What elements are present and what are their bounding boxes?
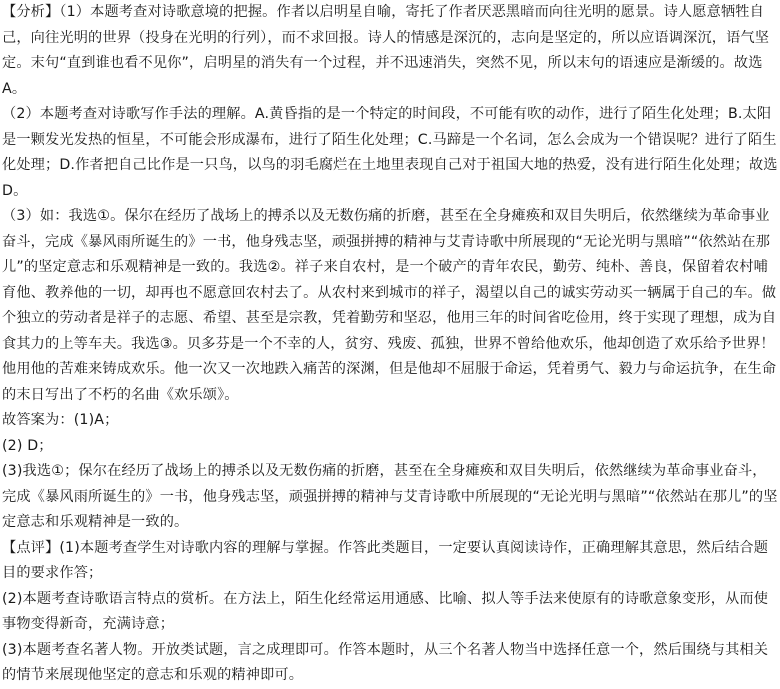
answer-line-1: [2, 408, 778, 434]
answer-1: (1)A；: [73, 412, 119, 428]
comment-part-2: (2)本题考查诗歌语言特点的赏析。在方法上，陌生化经常运用通感、比喻、拟人等手法来使原有的诗歌意象变形，从而使事物变得新奇，充满诗意；: [2, 590, 769, 632]
solution-document: [2, 0, 778, 689]
comment-text-1: (1)本题考查学生对诗歌内容的理解与掌握。作答此类题目，一定要认真阅读诗作，正确理解其意思，然后结合题目的要求作答；: [2, 539, 769, 581]
answer-2: (2) D；: [2, 437, 53, 454]
comment-part-3: (3)本题考查名著人物。开放类试题，言之成理即可。作答本题时，从三个名著人物当中选择任意一个，然后围绕与其相关的情节来展现他坚定的意志和乐观的精神即可。: [2, 641, 769, 683]
answer-3: (3)我选①；保尔在经历了战场上的搏杀以及无数伤痛的折磨，甚至在全身瘫痪和双目失明后，依然继续为革命事业奋斗，完成《暴风雨所诞生的》一书，他身残志坚，顽强拼搏的精神与艾青诗歌中所展现的“无论光明与黑暗”“依然站在那儿”的坚定意志和乐观精神是一致的。: [2, 463, 778, 530]
comment-label: 【点评】: [2, 539, 60, 556]
analysis-part-1: [2, 0, 778, 102]
analysis-part-3: （3）如：我选①。保尔在经历了战场上的搏杀以及无数伤痛的折磨，甚至在全身瘫痪和双目失明后，依然继续为革命事业奋斗，完成《暴风雨所诞生的》一书，他身残志坚，顽强拼搏的精神与艾青诗歌中所展现的“无论光明与黑暗”“依然站在那儿”的坚定意志和乐观精神是一致的。我选②。祥子来自农村，是一个破产的青年农民，勤劳、纯朴、善良，保留着农村哺育他、教养他的一切，却再也不愿意回农村去了。从农村来到城市的祥子，渴望以自己的诚实劳动买一辆属于自己的车。做个独立的劳动者是祥子的志愿、希望、甚至是宗教，凭着勤劳和坚忍，他用三年的时间省吃俭用，终于实现了理想，成为自食其力的上等车夫。我选③。贝多芬是一个不幸的人，贫穷、残废、孤独，世界不曾给他欢乐，他却创造了欢乐给予世界！他用他的苦难来铸成欢乐。他一次又一次地跌入痛苦的深渊，但是他却不屈服于命运，凭着勇气、毅力与命运抗争，在生命的末日写出了不朽的名曲《欢乐颂》。: [2, 208, 777, 403]
analysis-text-1: （1）本题考查对诗歌意境的把握。作者以启明星自喻，寄托了作者厌恶黑暗而向往光明的愿景。诗人愿意牺牲自己，向往光明的世界（投身在光明的行列），而不求回报。诗人的情感是深沉的，志向是坚定的，所以应语调深沉，语气坚定。末句“直到谁也看不见你”，启明星的消失有一个过程，并不迅速消失，突然不见，所以末句的语速应是渐缓的。故选A。: [2, 4, 770, 97]
answer-label: 故答案为：: [2, 412, 74, 428]
comment-part-1: [2, 536, 778, 587]
analysis-label: 【分析】: [2, 4, 60, 20]
analysis-part-2: （2）本题考查对诗歌写作手法的理解。A.黄昏指的是一个特定的时间段，不可能有吹的动作，进行了陌生化处理；B.太阳是一颗发光发热的恒星，不可能会形成瀑布，进行了陌生化处理；C.马蹄是一个名词，怎么会成为一个错误呢？进行了陌生化处理；D.作者把自己比作是一只鸟，以鸟的羽毛腐烂在土地里表现自己对于祖国大地的热爱，没有进行陌生化处理；故选D。: [2, 106, 778, 199]
